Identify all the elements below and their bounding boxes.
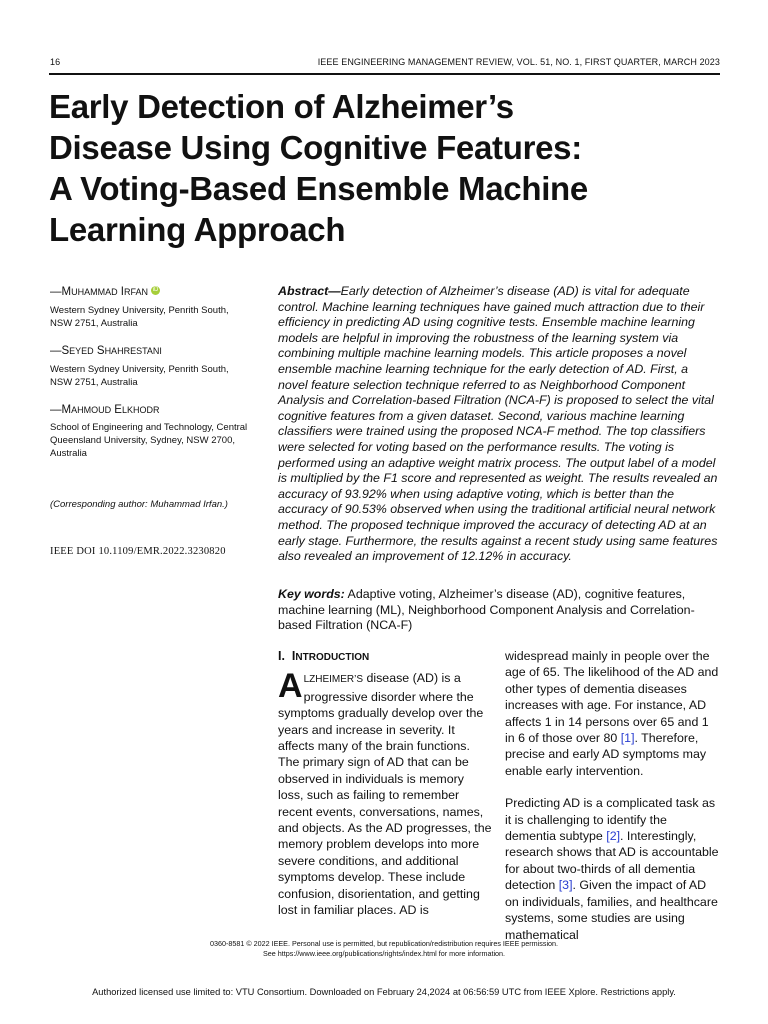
author-3-name: —MAHMOUD ELKHODR: [50, 404, 160, 416]
author-3-affiliation: School of Engineering and Technology, Central Queensland University, Sydney, NSW 2700, Australia: [50, 422, 248, 459]
body-column-2: [505, 648, 720, 943]
intro-paragraph-1: ALZHEIMER’S disease (AD) is a progressive disorder where the symptoms gradually develop over the years and increase in severity. It affects many of the brain functions. The primary sign of AD that can be observed in individuals is memory loss, such as failing to remember recent events, conversations, names, and objects. As the AD progresses, the memory problem develops into more severe conditions, and additional symptoms develop. These include confusion, disorientation, and getting lost in familiar places. AD is: [278, 667, 492, 918]
author-2-name: —SEYED SHAHRESTANI: [50, 345, 162, 357]
page-number: 16: [50, 57, 61, 67]
section-heading-introduction: I. INTRODUCTION: [278, 649, 370, 663]
title-line-2: Disease Using Cognitive Features:: [49, 129, 582, 166]
journal-header: IEEE ENGINEERING MANAGEMENT REVIEW, VOL. 51, NO. 1, FIRST QUARTER, MARCH 2023: [317, 57, 720, 67]
intro-paragraph-2: Predicting AD is a complicated task as it is challenging to identify the dementia subtype [2]. Interestingly, research shows that AD is accountable for about two-thirds of all dementia detection [3]. Given the impact of AD on individuals, families, and healthcare systems, some studies are using mathematical: [505, 796, 719, 942]
title-line-1: Early Detection of Alzheimer’s: [49, 88, 514, 125]
abstract-text: Early detection of Alzheimer’s disease (AD) is vital for adequate control. Machine learning techniques have gained much attraction due to their efficiency in predicting AD using cognitive tests. Ensemble machine learning models are helpful in improving the robustness of the learning system via combining multiple machine learning models. This article proposes a novel ensemble machine learning technique for the early detection of AD. First, a novel feature selection technique referred to as Neighborhood Component Analysis and Correlation-based Filtration (NCA-F) is proposed to select the vital cognitive features from a given dataset. Second, various machine learning classifiers were trained using the proposed NCA-F method. The top classifiers were selected for voting based on the performance results. The voting is performed using an adaptive weight matrix process. The output label of a model is multiplied by the F1 score and represented as weight. The results revealed an accuracy of 93.92% when using adaptive voting, which is better than the accuracy of 90.53% observed when using the traditional artificial neural network method. The proposed technique improved the accuracy of detecting AD at an early stage. Furthermore, the results against a recent study using same features also revealed an improvement of 12.12% in accuracy.: [278, 284, 718, 564]
author-1-name: —MUHAMMAD IRFAN iD: [50, 286, 159, 298]
header-rule: [49, 73, 720, 75]
title-line-4: Learning Approach: [49, 211, 346, 248]
intro-paragraph-1-continued: widespread mainly in people over the age of 65. The likelihood of the AD and other types of dementia diseases increases with age. For instance, AD affects 1 in 14 persons over 65 and 1 in 6 of those over 80 [1]. Therefore, precise and early AD symptoms may enable early intervention.: [505, 649, 719, 778]
orcid-icon[interactable]: iD: [152, 287, 159, 293]
keywords-label: Key words:: [278, 587, 345, 601]
citation-link-3[interactable]: [3]: [558, 878, 573, 893]
citation-link-2[interactable]: [2]: [606, 829, 621, 844]
license-notice: Authorized licensed use limited to: VTU Consortium. Downloaded on February 24,2024 at 06:56:59 UTC from IEEE Xplore. Restrictions apply.: [92, 987, 676, 997]
corresponding-author: (Corresponding author: Muhammad Irfan.): [50, 499, 228, 510]
abstract-label: Abstract—: [278, 284, 341, 298]
citation-link-1[interactable]: [1]: [620, 731, 635, 746]
keywords: [278, 587, 720, 634]
body-column-1: [278, 648, 492, 919]
copyright-notice: 0360-8581 © 2022 IEEE. Personal use is permitted, but republication/redistribution requires IEEE permission. See https://www.ieee.org/publications/rights/index.html for more information.: [209, 939, 559, 958]
keywords-text: Adaptive voting, Alzheimer’s disease (AD), cognitive features, machine learning (ML), Neighborhood Component Analysis and Correlation-based Filtration (NCA-F): [278, 587, 695, 633]
author-1-affiliation: Western Sydney University, Penrith South, NSW 2751, Australia: [50, 305, 229, 329]
doi[interactable]: IEEE DOI 10.1109/EMR.2022.3230820: [50, 546, 226, 557]
title-line-3: A Voting-Based Ensemble Machine: [49, 170, 588, 207]
abstract: [278, 284, 720, 565]
article-title: [49, 86, 729, 250]
author-2-affiliation: Western Sydney University, Penrith South, NSW 2751, Australia: [50, 364, 229, 388]
drop-cap: A: [278, 667, 303, 706]
